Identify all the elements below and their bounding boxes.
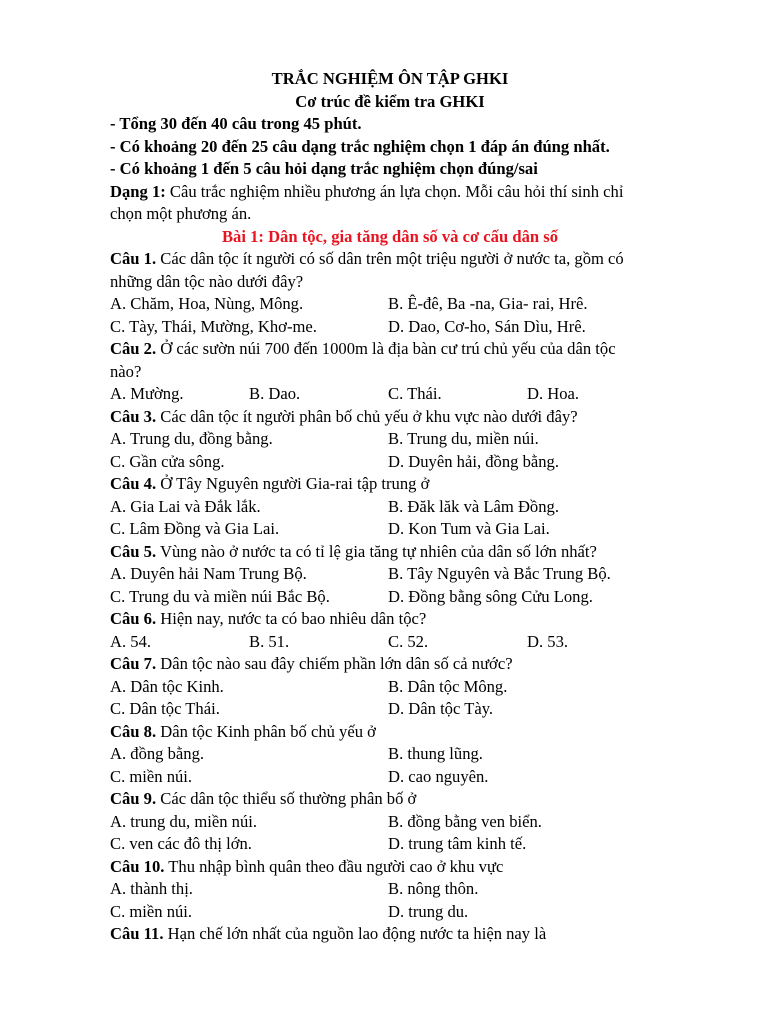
document-content (110, 68, 670, 946)
question-text (110, 653, 670, 676)
answer-option-c: C. ven các đô thị lớn. (110, 834, 252, 853)
answer-option-d: D. trung du. (388, 901, 469, 921)
question-text-cont: nào? (110, 361, 142, 381)
question-number: Câu 6. (110, 609, 157, 628)
answer-option-a: A. 54. (110, 631, 152, 651)
answer-row (110, 631, 670, 654)
answer-row (110, 766, 670, 789)
answer-option-c: C. Lâm Đồng và Gia Lai. (110, 519, 280, 538)
answer-option-b: B. 51. (249, 631, 290, 651)
answer-option-c: C. miền núi. (110, 901, 193, 921)
page-title: TRẮC NGHIỆM ÔN TẬP GHKI (271, 69, 509, 88)
answer-option-b: B. nông thôn. (388, 879, 479, 898)
answer-option-a: A. Mường. (110, 384, 184, 403)
answer-option-b: B. thung lũng. (388, 744, 483, 763)
question-text (110, 338, 670, 361)
question-body: Hiện nay, nước ta có bao nhiêu dân tộc? (156, 609, 427, 628)
answer-option-d: D. Đồng bằng sông Cửu Long. (388, 586, 593, 606)
answer-row (110, 383, 670, 406)
type-label: Dạng 1: (110, 181, 166, 201)
answer-row (110, 811, 670, 834)
answer-option-c: C. 52. (388, 631, 429, 651)
answer-option-d: D. Dao, Cơ-ho, Sán Dìu, Hrê. (388, 316, 586, 336)
answer-option-a: A. thành thị. (110, 879, 193, 898)
answer-option-a: A. Duyên hải Nam Trung Bộ. (110, 564, 307, 583)
answer-option-b: B. đồng bằng ven biển. (388, 811, 542, 831)
answer-row (110, 518, 670, 541)
answer-option-c: C. Gần cửa sông. (110, 451, 225, 471)
question-body: Các dân tộc thiểu số thường phân bố ở (156, 789, 417, 808)
answer-row (110, 878, 670, 901)
question-number: Câu 3. (110, 406, 157, 426)
answer-row (110, 901, 670, 924)
answer-option-b: B. Đăk lăk và Lâm Đồng. (388, 496, 559, 516)
question-number: Câu 10. (110, 856, 165, 876)
answer-option-a: A. Chăm, Hoa, Nùng, Mông. (110, 294, 304, 313)
answer-row (110, 743, 670, 766)
answer-option-a: A. Trung du, đồng bằng. (110, 429, 273, 448)
answer-option-b: B. Trung du, miền núi. (388, 429, 539, 448)
answer-option-b: B. Ê-đê, Ba -na, Gia- rai, Hrê. (388, 294, 588, 313)
answer-option-a: A. đồng bằng. (110, 744, 205, 763)
answer-option-c: C. Tày, Thái, Mường, Khơ-me. (110, 316, 317, 336)
question-text (110, 788, 670, 811)
answer-option-b: B. Dân tộc Mông. (388, 676, 508, 696)
answer-option-a: A. Gia Lai và Đắk lắk. (110, 496, 261, 516)
question-text (110, 608, 670, 631)
answer-option-d: D. 53. (527, 631, 569, 651)
question-number: Câu 1. (110, 249, 157, 268)
question-body: Vùng nào ở nước ta có tỉ lệ gia tăng tự nhiên của dân số lớn nhất? (156, 541, 597, 561)
answer-option-d: D. trung tâm kinh tế. (388, 834, 527, 853)
answer-option-d: D. cao nguyên. (388, 766, 489, 786)
answer-option-b: B. Dao. (249, 384, 301, 403)
question-number: Câu 8. (110, 721, 157, 741)
answer-option-c: C. Trung du và miền núi Bắc Bộ. (110, 586, 330, 606)
question-body: Thu nhập bình quân theo đầu người cao ở khu vực (164, 856, 504, 876)
question-body: Các dân tộc ít người có số dân trên một triệu người ở nước ta, gồm có (156, 249, 624, 268)
structure-bullet: - Có khoảng 1 đến 5 câu hỏi dạng trắc nghiệm chọn đúng/sai (110, 159, 538, 178)
question-text (110, 856, 670, 879)
question-body: Dân tộc nào sau đây chiếm phần lớn dân số cả nước? (156, 654, 513, 673)
question-number: Câu 5. (110, 541, 157, 561)
answer-option-d: D. Duyên hải, đồng bằng. (388, 451, 559, 471)
type-description-cont: chọn một phương án. (110, 204, 252, 223)
answer-option-c: C. Dân tộc Thái. (110, 699, 220, 718)
answer-row (110, 451, 670, 474)
answer-option-d: D. Kon Tum và Gia Lai. (388, 519, 550, 538)
question-text (110, 406, 670, 429)
type-text: Câu trắc nghiệm nhiều phương án lựa chọn. Mỗi câu hỏi thí sinh chỉ (165, 181, 624, 201)
answer-option-a: A. Dân tộc Kinh. (110, 676, 224, 696)
answer-option-a: A. trung du, miền núi. (110, 811, 258, 831)
question-text (110, 923, 670, 946)
answer-row (110, 563, 670, 586)
structure-bullet: - Có khoảng 20 đến 25 câu dạng trắc nghiệm chọn 1 đáp án đúng nhất. (110, 136, 610, 156)
answer-row (110, 293, 670, 316)
answer-row (110, 698, 670, 721)
answer-option-c: C. Thái. (388, 384, 442, 403)
question-body: Dân tộc Kinh phân bố chủ yếu ở (156, 721, 376, 741)
answer-option-d: D. Dân tộc Tày. (388, 699, 494, 718)
question-body: Hạn chế lớn nhất của nguồn lao động nước ta hiện nay là (163, 924, 547, 943)
question-number: Câu 7. (110, 654, 157, 673)
answer-row (110, 676, 670, 699)
question-body: Ở Tây Nguyên người Gia-rai tập trung ở (156, 474, 430, 493)
answer-row (110, 833, 670, 856)
question-text-cont: những dân tộc nào dưới đây? (110, 271, 304, 291)
answer-option-d: D. Hoa. (527, 384, 580, 403)
answer-row (110, 586, 670, 609)
structure-bullet: - Tổng 30 đến 40 câu trong 45 phút. (110, 114, 362, 133)
answer-row (110, 428, 670, 451)
question-text (110, 721, 670, 744)
question-body: Các dân tộc ít người phân bố chủ yếu ở khu vực nào dưới đây? (156, 406, 578, 426)
question-number: Câu 11. (110, 924, 164, 943)
question-number: Câu 9. (110, 789, 157, 808)
question-text (110, 541, 670, 564)
question-number: Câu 2. (110, 339, 157, 358)
answer-option-b: B. Tây Nguyên và Bắc Trung Bộ. (388, 564, 611, 583)
question-body: Ở các sườn núi 700 đến 1000m là địa bàn cư trú chủ yếu của dân tộc (156, 339, 616, 358)
question-number: Câu 4. (110, 474, 157, 493)
page-subtitle: Cơ trúc đề kiểm tra GHKI (295, 91, 485, 111)
lesson-heading: Bài 1: Dân tộc, gia tăng dân số và cơ cấu dân số (221, 226, 559, 246)
answer-row (110, 316, 670, 339)
question-text (110, 248, 670, 271)
question-text (110, 473, 670, 496)
type-description (110, 181, 670, 204)
answer-row (110, 496, 670, 519)
answer-option-c: C. miền núi. (110, 766, 193, 786)
